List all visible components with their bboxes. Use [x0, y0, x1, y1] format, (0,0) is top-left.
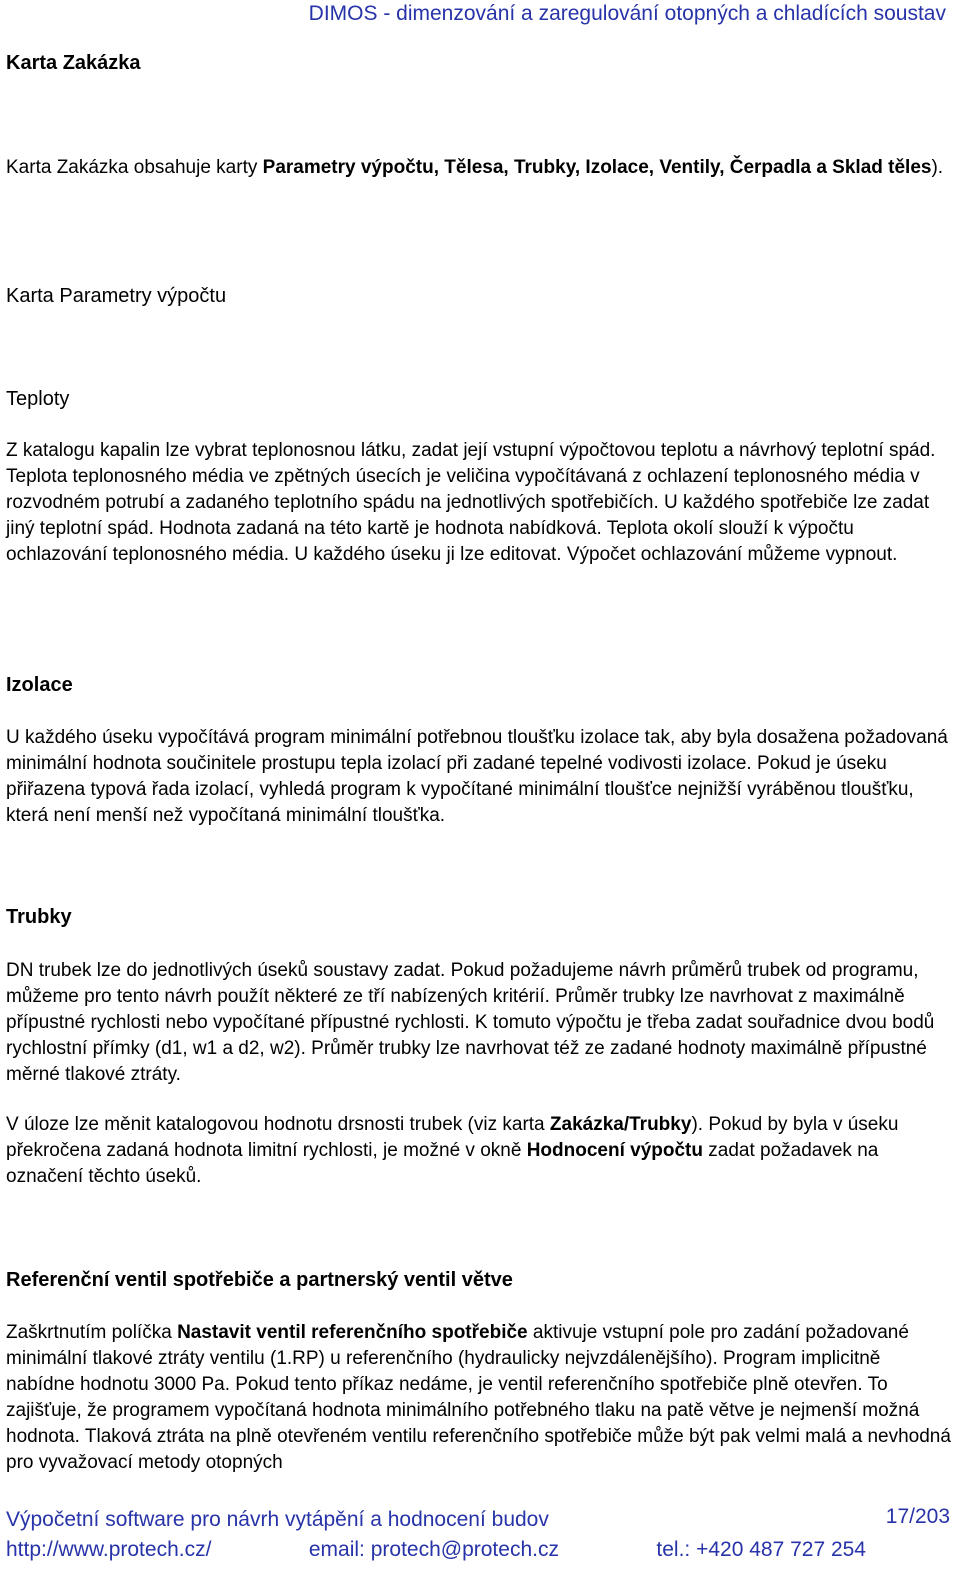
page-heading: Karta Zakázka [6, 52, 141, 74]
text-run: ). Pokud by byla v úseku překročena zadaná hodnota limitní rychlosti, je možné v okně [6, 1114, 899, 1161]
footer-website-link[interactable]: http://www.protech.cz/ [6, 1538, 212, 1561]
bold-text-run: Zakázka/Trubky [549, 1114, 692, 1135]
bold-text-run: Hodnocení výpočtu [526, 1140, 703, 1161]
text-run: V úloze lze měnit katalogovou hodnotu drsnosti trubek (viz karta [6, 1114, 550, 1135]
section-heading-trubky: Trubky [6, 906, 72, 928]
footer-page-number: 17/203 [885, 1505, 950, 1528]
trubky-paragraph-2 [6, 1112, 954, 1190]
trubky-paragraph-1: DN trubek lze do jednotlivých úseků soustavy zadat. Pokud požadujeme návrh průměrů trubek od programu, můžeme pro tento návrh použít některé ze tří nabízených kritérií. Průměr trubky lze navrhovat z maximálně přípustné rychlosti nebo vypočítané přípustné rychlosti. K tomuto výpočtu je třeba zadat souřadnice dvou bodů rychlostní přímky (d1, w1 a d2, w2). Průměr trubky lze navrhovat též ze zadané hodnoty maximálně přípustné měrné tlakové ztráty. [6, 960, 935, 1085]
ventil-paragraph [6, 1320, 954, 1476]
section-heading-parametry: Karta Parametry výpočtu [6, 285, 227, 307]
text-run: zadat požadavek na označení těchto úseků. [6, 1140, 879, 1187]
section-heading-teploty: Teploty [6, 388, 70, 410]
izolace-paragraph: U každého úseku vypočítává program minimální potřebnou tloušťku izolace tak, aby byla dosažena požadovaná minimální hodnota součinitele prostupu tepla izolací při zadané tepelné vodivosti izolace. Pokud je úseku přiřazena typová řada izolací, vyhledá program k vypočítané minimální tloušťce nejnižší vyráběnou tloušťku, která není menší než vypočítaná minimální tloušťka. [6, 727, 948, 826]
intro-paragraph [6, 155, 954, 181]
text-run: Zaškrtnutím políčka [6, 1322, 178, 1343]
footer-tagline: Výpočetní software pro návrh vytápění a hodnocení budov [6, 1508, 549, 1531]
header-title: DIMOS - dimenzování a zaregulování otopných a chladících soustav [308, 2, 946, 25]
text-run: Karta Zakázka obsahuje karty [6, 157, 263, 178]
section-heading-izolace: Izolace [6, 674, 73, 696]
bold-text-run: Parametry výpočtu, Tělesa, Trubky, Izolace, Ventily, Čerpadla a Sklad těles [262, 157, 932, 178]
text-run: ). [931, 157, 944, 178]
text-run: aktivuje vstupní pole pro zadání požadované minimální tlakové ztráty ventilu (1.RP) u referenčního (hydraulicky nejvzdálenějšího). Program implicitně nabídne hodnotu 3000 Pa. Pokud tento příkaz nedáme, je ventil referenčního spotřebiče plně otevřen. To zajišťuje, že programem vypočítaná hodnota minimálního potřebného tlaku na patě větve je nejmenší možná hodnota. Tlaková ztráta na plně otevřeném ventilu referenčního spotřebiče může být pak velmi malá a nevhodná pro vyvažovací metody otopných [6, 1322, 951, 1473]
footer-email-link[interactable]: email: protech@protech.cz [308, 1538, 559, 1561]
bold-text-run: Nastavit ventil referenčního spotřebiče [177, 1322, 528, 1343]
footer-contacts [6, 1538, 866, 1562]
section-heading-ventil: Referenční ventil spotřebiče a partnerský ventil větve [6, 1269, 513, 1291]
teploty-paragraph: Z katalogu kapalin lze vybrat teplonosnou látku, zadat její vstupní výpočtovou teplotu a návrhový teplotní spád. Teplota teplonosného média ve zpětných úsecích je veličina vypočítávaná z ochlazení teplonosného média v rozvodném potrubí a zadaného teplotního spádu na jednotlivých spotřebičích. U každého spotřebiče lze zadat jiný teplotní spád. Hodnota zadaná na této kartě je hodnota nabídková. Teplota okolí slouží k výpočtu ochlazování teplonosného média. U každého úseku ji lze editovat. Výpočet ochlazování můžeme vypnout. [6, 440, 936, 565]
footer-phone: tel.: +420 487 727 254 [656, 1538, 866, 1561]
